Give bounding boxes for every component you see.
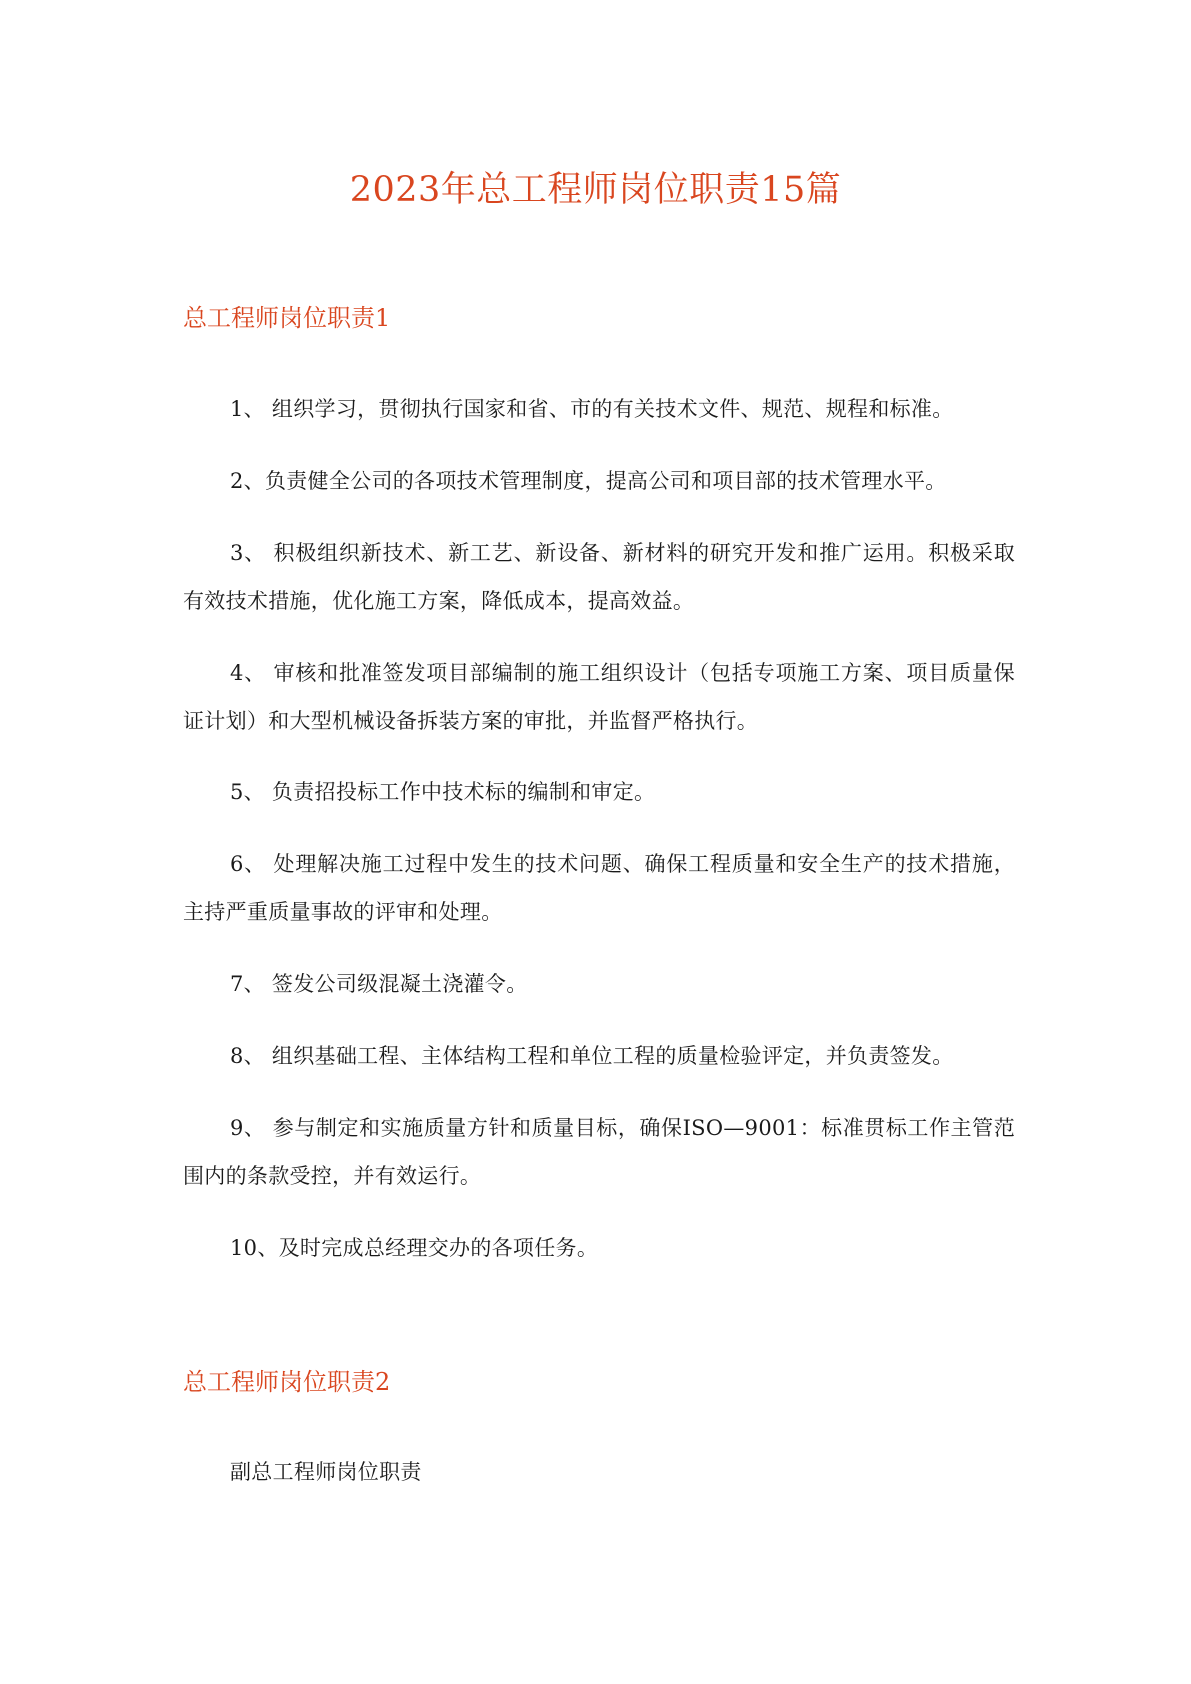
list-item: 9、 参与制定和实施质量方针和质量目标，确保ISO—9001：标准贯标工作主管范围内的条款受控，并有效运行。 xyxy=(183,1116,1015,1188)
list-item: 1、 组织学习，贯彻执行国家和省、市的有关技术文件、规范、规程和标准。 xyxy=(230,397,954,421)
list-item: 3、 积极组织新技术、新工艺、新设备、新材料的研究开发和推广运用。积极采取有效技术措施，优化施工方案，降低成本，提高效益。 xyxy=(183,541,1015,613)
list-item: 5、 负责招投标工作中技术标的编制和审定。 xyxy=(230,780,656,804)
list-item: 10、及时完成总经理交办的各项任务。 xyxy=(230,1236,599,1260)
list-item: 8、 组织基础工程、主体结构工程和单位工程的质量检验评定，并负责签发。 xyxy=(230,1044,954,1068)
list-item: 7、 签发公司级混凝土浇灌令。 xyxy=(230,972,528,996)
section-heading-2: 总工程师岗位职责2 xyxy=(183,1368,391,1396)
list-item: 4、 审核和批准签发项目部编制的施工组织设计（包括专项施工方案、项目质量保证计划）和大型机械设备拆装方案的审批，并监督严格执行。 xyxy=(183,661,1015,733)
list-item: 6、 处理解决施工过程中发生的技术问题、确保工程质量和安全生产的技术措施，主持严重质量事故的评审和处理。 xyxy=(183,852,1015,924)
section-heading-1: 总工程师岗位职责1 xyxy=(183,304,391,332)
list-item: 2、负责健全公司的各项技术管理制度，提高公司和项目部的技术管理水平。 xyxy=(230,469,947,493)
document-title: 2023年总工程师岗位职责15篇 xyxy=(349,170,842,210)
list-item: 副总工程师岗位职责 xyxy=(230,1460,422,1484)
